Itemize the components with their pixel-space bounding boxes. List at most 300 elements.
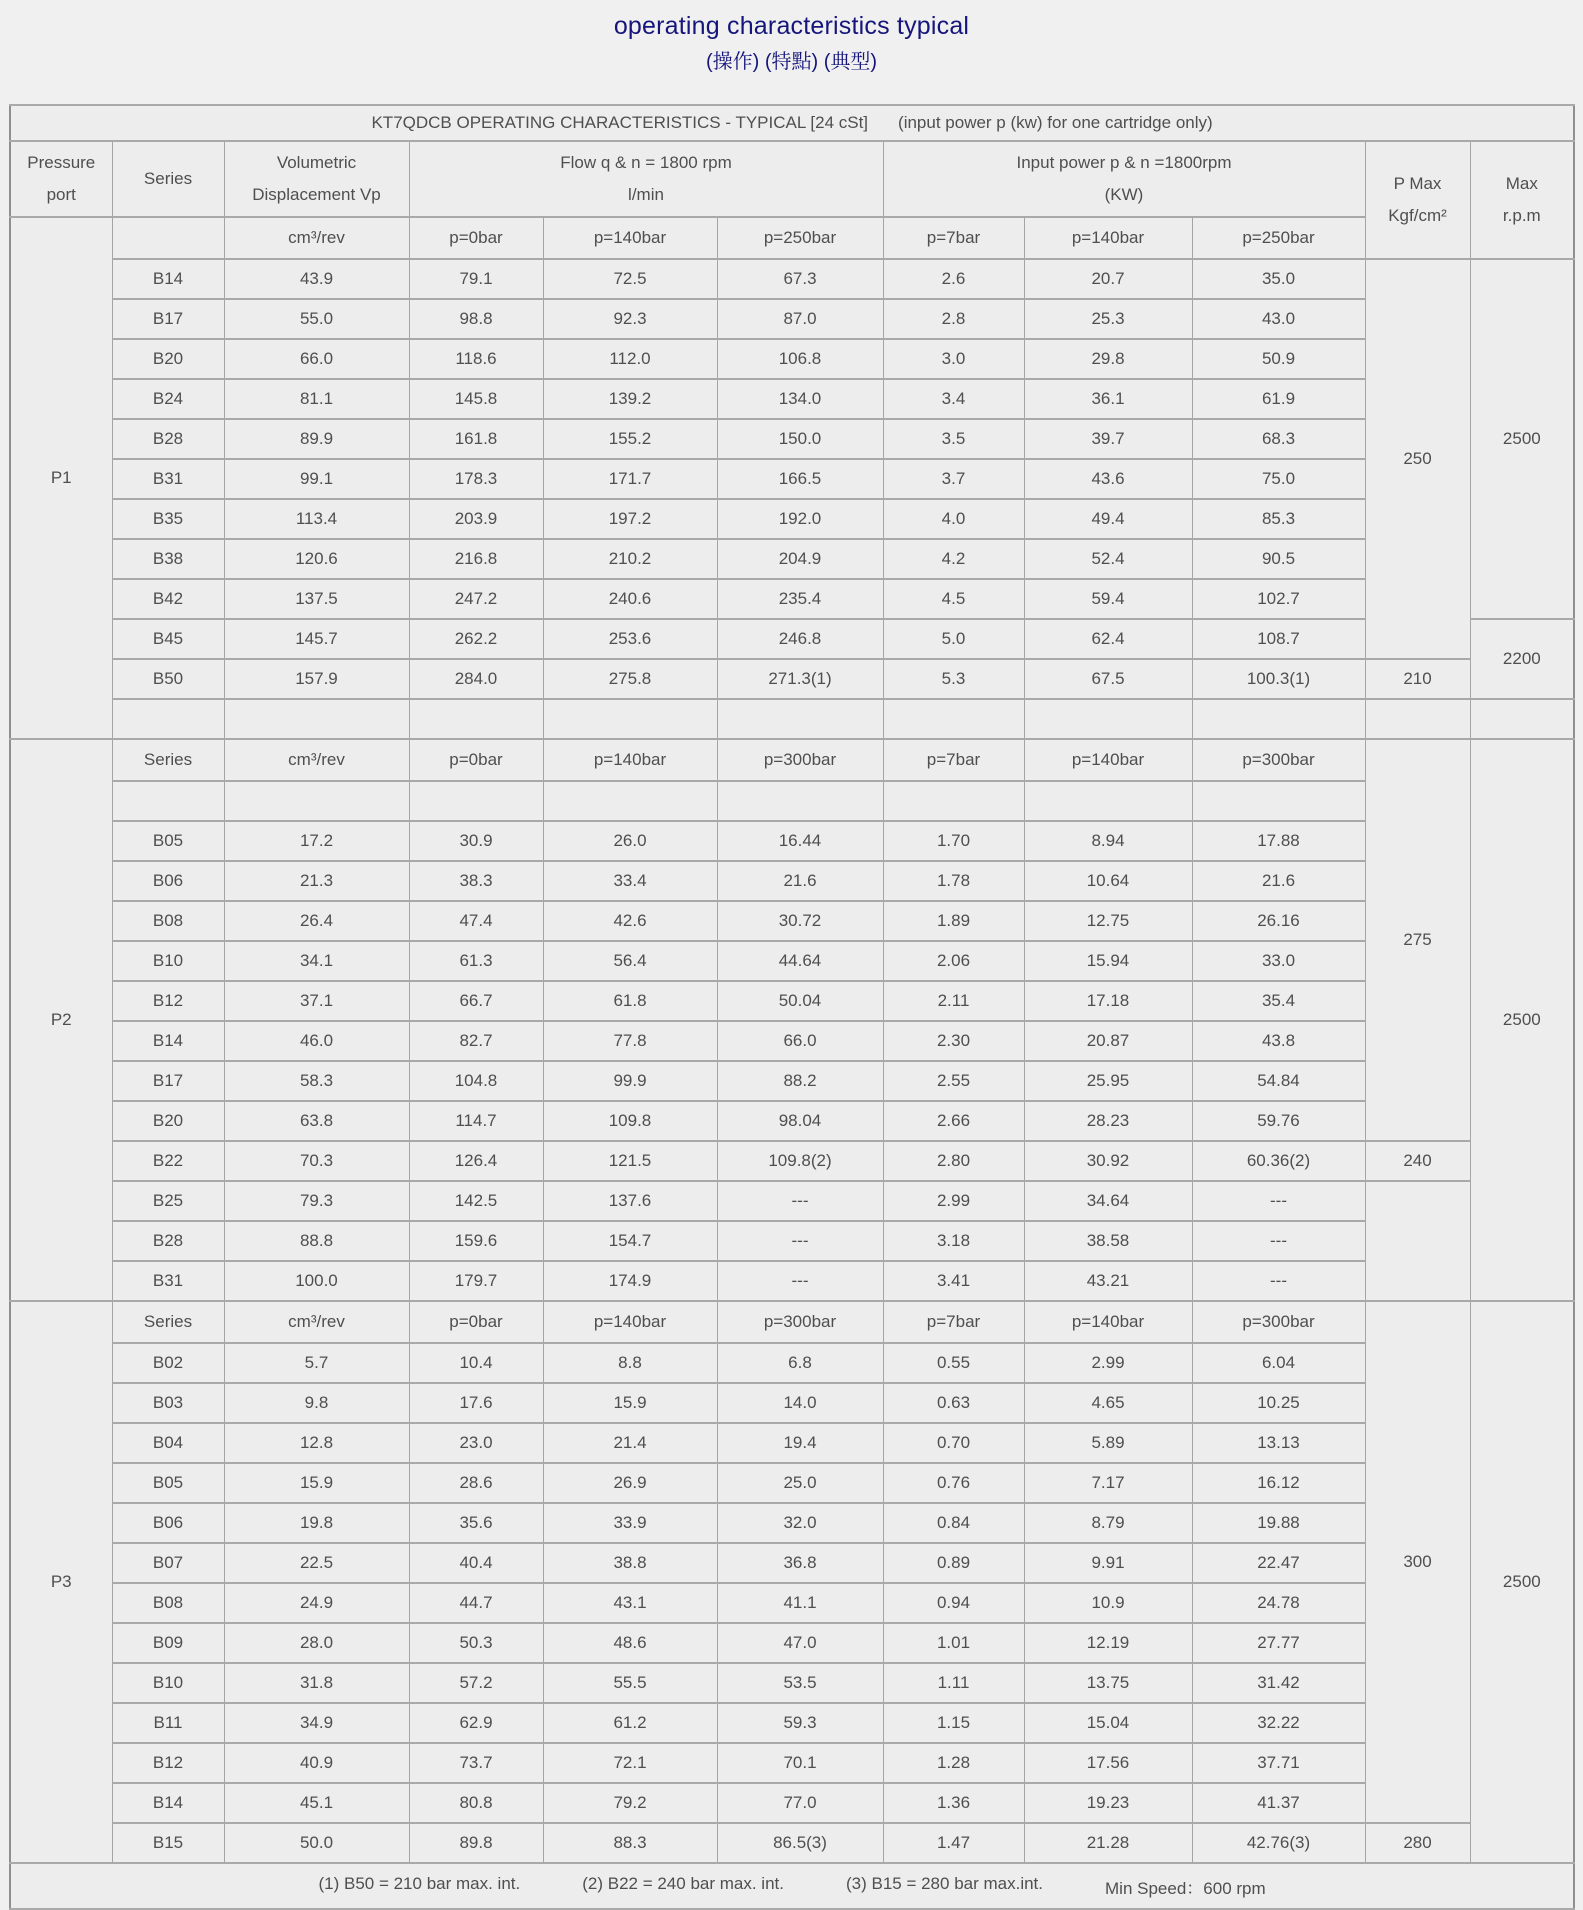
- empty-cell: [1192, 781, 1365, 821]
- value-cell: ---: [1192, 1261, 1365, 1301]
- value-cell: 10.25: [1192, 1383, 1365, 1423]
- value-cell: 2.66: [883, 1101, 1024, 1141]
- value-cell: 174.9: [543, 1261, 717, 1301]
- value-cell: 99.1: [224, 459, 409, 499]
- value-cell: 60.36(2): [1192, 1141, 1365, 1181]
- value-cell: 0.70: [883, 1423, 1024, 1463]
- value-cell: 10.64: [1024, 861, 1192, 901]
- value-cell: 41.1: [717, 1583, 883, 1623]
- value-cell: 15.94: [1024, 941, 1192, 981]
- subheader-cell: p=0bar: [409, 217, 543, 259]
- value-cell: 90.5: [1192, 539, 1365, 579]
- value-cell: 28.0: [224, 1623, 409, 1663]
- value-cell: 15.04: [1024, 1703, 1192, 1743]
- value-cell: 284.0: [409, 659, 543, 699]
- value-cell: 210.2: [543, 539, 717, 579]
- value-cell: 100.0: [224, 1261, 409, 1301]
- value-cell: 43.6: [1024, 459, 1192, 499]
- value-cell: 58.3: [224, 1061, 409, 1101]
- value-cell: 154.7: [543, 1221, 717, 1261]
- value-cell: 82.7: [409, 1021, 543, 1061]
- series-cell: B04: [112, 1423, 224, 1463]
- value-cell: 0.89: [883, 1543, 1024, 1583]
- value-cell: 31.42: [1192, 1663, 1365, 1703]
- value-cell: 42.6: [543, 901, 717, 941]
- value-cell: ---: [1192, 1181, 1365, 1221]
- value-cell: 5.7: [224, 1343, 409, 1383]
- value-cell: 112.0: [543, 339, 717, 379]
- value-cell: 235.4: [717, 579, 883, 619]
- value-cell: 32.22: [1192, 1703, 1365, 1743]
- series-cell: B35: [112, 499, 224, 539]
- value-cell: 19.88: [1192, 1503, 1365, 1543]
- subheader-cell: p=140bar: [543, 1301, 717, 1343]
- value-cell: 92.3: [543, 299, 717, 339]
- value-cell: 145.7: [224, 619, 409, 659]
- value-cell: 1.01: [883, 1623, 1024, 1663]
- value-cell: 21.4: [543, 1423, 717, 1463]
- value-cell: 17.6: [409, 1383, 543, 1423]
- series-cell: B17: [112, 1061, 224, 1101]
- value-cell: 12.8: [224, 1423, 409, 1463]
- value-cell: ---: [717, 1221, 883, 1261]
- value-cell: 72.1: [543, 1743, 717, 1783]
- series-cell: B12: [112, 1743, 224, 1783]
- series-cell: B08: [112, 901, 224, 941]
- value-cell: 246.8: [717, 619, 883, 659]
- series-cell: B05: [112, 1463, 224, 1503]
- subheader-cell: p=7bar: [883, 739, 1024, 781]
- value-cell: 70.3: [224, 1141, 409, 1181]
- value-cell: 37.71: [1192, 1743, 1365, 1783]
- subheader-cell: p=140bar: [543, 217, 717, 259]
- value-cell: 66.0: [224, 339, 409, 379]
- value-cell: 34.64: [1024, 1181, 1192, 1221]
- value-cell: 2.55: [883, 1061, 1024, 1101]
- empty-cell: [1024, 699, 1192, 739]
- series-cell: [112, 699, 224, 739]
- empty-cell: [543, 699, 717, 739]
- value-cell: 47.4: [409, 901, 543, 941]
- value-cell: 6.8: [717, 1343, 883, 1383]
- value-cell: 33.4: [543, 861, 717, 901]
- value-cell: 197.2: [543, 499, 717, 539]
- value-cell: 1.28: [883, 1743, 1024, 1783]
- value-cell: 24.9: [224, 1583, 409, 1623]
- value-cell: 50.0: [224, 1823, 409, 1863]
- value-cell: 20.7: [1024, 259, 1192, 299]
- series-cell: B31: [112, 1261, 224, 1301]
- footnote-3: (3) B15 = 280 bar max.int.: [845, 1873, 1044, 1893]
- value-cell: 20.87: [1024, 1021, 1192, 1061]
- series-cell: B31: [112, 459, 224, 499]
- value-cell: 17.88: [1192, 821, 1365, 861]
- series-cell: B20: [112, 1101, 224, 1141]
- value-cell: 66.7: [409, 981, 543, 1021]
- value-cell: 145.8: [409, 379, 543, 419]
- series-cell: B28: [112, 419, 224, 459]
- value-cell: 98.8: [409, 299, 543, 339]
- series-cell: B09: [112, 1623, 224, 1663]
- series-cell: B14: [112, 259, 224, 299]
- value-cell: 2.99: [1024, 1343, 1192, 1383]
- value-cell: 139.2: [543, 379, 717, 419]
- value-cell: 10.9: [1024, 1583, 1192, 1623]
- value-cell: 29.8: [1024, 339, 1192, 379]
- subheader-cell: p=300bar: [717, 739, 883, 781]
- series-cell: B45: [112, 619, 224, 659]
- series-cell: B42: [112, 579, 224, 619]
- value-cell: 85.3: [1192, 499, 1365, 539]
- value-cell: 7.17: [1024, 1463, 1192, 1503]
- value-cell: 98.04: [717, 1101, 883, 1141]
- value-cell: 48.6: [543, 1623, 717, 1663]
- empty-cell: [224, 699, 409, 739]
- value-cell: 43.1: [543, 1583, 717, 1623]
- empty-cell: [1192, 699, 1365, 739]
- value-cell: 106.8: [717, 339, 883, 379]
- value-cell: 26.9: [543, 1463, 717, 1503]
- series-cell: B14: [112, 1783, 224, 1823]
- value-cell: 0.84: [883, 1503, 1024, 1543]
- value-cell: 62.9: [409, 1703, 543, 1743]
- value-cell: 36.1: [1024, 379, 1192, 419]
- header-pressure-port: Pressure port: [10, 141, 112, 217]
- value-cell: 28.6: [409, 1463, 543, 1503]
- value-cell: 67.3: [717, 259, 883, 299]
- value-cell: 5.0: [883, 619, 1024, 659]
- value-cell: 19.4: [717, 1423, 883, 1463]
- value-cell: 134.0: [717, 379, 883, 419]
- value-cell: 126.4: [409, 1141, 543, 1181]
- value-cell: 87.0: [717, 299, 883, 339]
- empty-cell: [883, 781, 1024, 821]
- value-cell: 30.9: [409, 821, 543, 861]
- value-cell: 204.9: [717, 539, 883, 579]
- series-cell: B08: [112, 1583, 224, 1623]
- value-cell: 121.5: [543, 1141, 717, 1181]
- rpm-cell: 2200: [1470, 619, 1574, 699]
- series-cell: B06: [112, 861, 224, 901]
- value-cell: 1.47: [883, 1823, 1024, 1863]
- value-cell: 50.3: [409, 1623, 543, 1663]
- value-cell: 9.8: [224, 1383, 409, 1423]
- value-cell: 12.75: [1024, 901, 1192, 941]
- value-cell: 59.3: [717, 1703, 883, 1743]
- value-cell: 155.2: [543, 419, 717, 459]
- value-cell: 150.0: [717, 419, 883, 459]
- p-max-cell: 210: [1365, 659, 1470, 699]
- value-cell: 166.5: [717, 459, 883, 499]
- empty-cell: [717, 699, 883, 739]
- value-cell: 2.80: [883, 1141, 1024, 1181]
- value-cell: 43.9: [224, 259, 409, 299]
- value-cell: 43.8: [1192, 1021, 1365, 1061]
- series-cell: B02: [112, 1343, 224, 1383]
- p-max-cell: 275: [1365, 739, 1470, 1141]
- series-cell: B12: [112, 981, 224, 1021]
- subheader-cell: cm³/rev: [224, 217, 409, 259]
- value-cell: 3.7: [883, 459, 1024, 499]
- header-max-rpm: Max r.p.m: [1470, 141, 1574, 259]
- value-cell: 3.41: [883, 1261, 1024, 1301]
- value-cell: 34.9: [224, 1703, 409, 1743]
- value-cell: 72.5: [543, 259, 717, 299]
- value-cell: 68.3: [1192, 419, 1365, 459]
- series-cell: B07: [112, 1543, 224, 1583]
- value-cell: 5.89: [1024, 1423, 1192, 1463]
- subheader-cell: p=300bar: [1192, 739, 1365, 781]
- value-cell: 137.5: [224, 579, 409, 619]
- value-cell: 89.9: [224, 419, 409, 459]
- value-cell: 77.8: [543, 1021, 717, 1061]
- subheader-cell: cm³/rev: [224, 739, 409, 781]
- value-cell: 35.6: [409, 1503, 543, 1543]
- value-cell: 15.9: [224, 1463, 409, 1503]
- page-title-en: operating characteristics typical: [613, 12, 970, 40]
- value-cell: 2.8: [883, 299, 1024, 339]
- series-cell: B06: [112, 1503, 224, 1543]
- series-cell: [112, 781, 224, 821]
- value-cell: 34.1: [224, 941, 409, 981]
- value-cell: 16.12: [1192, 1463, 1365, 1503]
- value-cell: 38.8: [543, 1543, 717, 1583]
- series-cell: B11: [112, 1703, 224, 1743]
- subheader-cell: p=140bar: [1024, 739, 1192, 781]
- value-cell: 4.2: [883, 539, 1024, 579]
- value-cell: 73.7: [409, 1743, 543, 1783]
- value-cell: 120.6: [224, 539, 409, 579]
- value-cell: 88.8: [224, 1221, 409, 1261]
- value-cell: 247.2: [409, 579, 543, 619]
- subheader-cell: p=7bar: [883, 217, 1024, 259]
- value-cell: 157.9: [224, 659, 409, 699]
- header-p-max: P Max Kgf/cm²: [1365, 141, 1470, 259]
- value-cell: 55.5: [543, 1663, 717, 1703]
- header-volumetric-displacement: Volumetric Displacement Vp: [224, 141, 409, 217]
- value-cell: 15.9: [543, 1383, 717, 1423]
- value-cell: 54.84: [1192, 1061, 1365, 1101]
- value-cell: 59.4: [1024, 579, 1192, 619]
- value-cell: 271.3(1): [717, 659, 883, 699]
- subheader-cell: p=140bar: [1024, 1301, 1192, 1343]
- value-cell: 159.6: [409, 1221, 543, 1261]
- value-cell: 43.0: [1192, 299, 1365, 339]
- value-cell: 3.5: [883, 419, 1024, 459]
- value-cell: 63.8: [224, 1101, 409, 1141]
- value-cell: 179.7: [409, 1261, 543, 1301]
- value-cell: 61.8: [543, 981, 717, 1021]
- value-cell: 16.44: [717, 821, 883, 861]
- series-cell: B10: [112, 1663, 224, 1703]
- value-cell: 99.9: [543, 1061, 717, 1101]
- value-cell: 142.5: [409, 1181, 543, 1221]
- value-cell: 21.6: [1192, 861, 1365, 901]
- value-cell: 102.7: [1192, 579, 1365, 619]
- value-cell: 161.8: [409, 419, 543, 459]
- footnote-1: (1) B50 = 210 bar max. int.: [318, 1873, 521, 1893]
- rpm-cell: 2500: [1470, 1301, 1574, 1863]
- value-cell: 2.06: [883, 941, 1024, 981]
- series-cell: B20: [112, 339, 224, 379]
- value-cell: 109.8(2): [717, 1141, 883, 1181]
- value-cell: 75.0: [1192, 459, 1365, 499]
- series-cell: B28: [112, 1221, 224, 1261]
- value-cell: 13.13: [1192, 1423, 1365, 1463]
- empty-cell: [224, 781, 409, 821]
- value-cell: 14.0: [717, 1383, 883, 1423]
- subheader-cell: p=250bar: [1192, 217, 1365, 259]
- value-cell: 3.18: [883, 1221, 1024, 1261]
- p-max-cell: 240: [1365, 1141, 1470, 1181]
- value-cell: 17.2: [224, 821, 409, 861]
- value-cell: 61.3: [409, 941, 543, 981]
- p-max-cell: 280: [1365, 1823, 1470, 1863]
- value-cell: 89.8: [409, 1823, 543, 1863]
- value-cell: 55.0: [224, 299, 409, 339]
- value-cell: 22.47: [1192, 1543, 1365, 1583]
- value-cell: 38.58: [1024, 1221, 1192, 1261]
- value-cell: 70.1: [717, 1743, 883, 1783]
- subheader-cell: p=300bar: [1192, 1301, 1365, 1343]
- series-cell: B03: [112, 1383, 224, 1423]
- empty-cell: [717, 781, 883, 821]
- value-cell: 37.1: [224, 981, 409, 1021]
- empty-cell: [543, 781, 717, 821]
- port-cell-p2: P2: [10, 739, 112, 1301]
- subheader-cell: p=250bar: [717, 217, 883, 259]
- value-cell: ---: [1192, 1221, 1365, 1261]
- table-title-note: (input power p (kw) for one cartridge only): [898, 113, 1213, 132]
- value-cell: 45.1: [224, 1783, 409, 1823]
- value-cell: 8.8: [543, 1343, 717, 1383]
- value-cell: 2.30: [883, 1021, 1024, 1061]
- value-cell: 3.0: [883, 339, 1024, 379]
- value-cell: 40.9: [224, 1743, 409, 1783]
- value-cell: 137.6: [543, 1181, 717, 1221]
- header-series: Series: [112, 141, 224, 217]
- table-title: [10, 105, 1574, 141]
- value-cell: 4.0: [883, 499, 1024, 539]
- value-cell: 21.28: [1024, 1823, 1192, 1863]
- value-cell: 66.0: [717, 1021, 883, 1061]
- value-cell: 19.8: [224, 1503, 409, 1543]
- value-cell: 35.4: [1192, 981, 1365, 1021]
- value-cell: ---: [717, 1261, 883, 1301]
- value-cell: 50.04: [717, 981, 883, 1021]
- value-cell: 1.15: [883, 1703, 1024, 1743]
- value-cell: 216.8: [409, 539, 543, 579]
- value-cell: 27.77: [1192, 1623, 1365, 1663]
- empty-cell: [883, 699, 1024, 739]
- empty-cell: [409, 699, 543, 739]
- value-cell: 26.16: [1192, 901, 1365, 941]
- value-cell: 1.11: [883, 1663, 1024, 1703]
- header-input-power: Input power p & n =1800rpm (KW): [883, 141, 1365, 217]
- value-cell: 0.76: [883, 1463, 1024, 1503]
- p-max-cell: 300: [1365, 1301, 1470, 1823]
- value-cell: 43.21: [1024, 1261, 1192, 1301]
- value-cell: 178.3: [409, 459, 543, 499]
- value-cell: 88.3: [543, 1823, 717, 1863]
- value-cell: 56.4: [543, 941, 717, 981]
- series-cell: B10: [112, 941, 224, 981]
- value-cell: 10.4: [409, 1343, 543, 1383]
- value-cell: 25.3: [1024, 299, 1192, 339]
- value-cell: 30.92: [1024, 1141, 1192, 1181]
- value-cell: 28.23: [1024, 1101, 1192, 1141]
- series-cell: B50: [112, 659, 224, 699]
- subheader-cell: p=140bar: [1024, 217, 1192, 259]
- subheader-cell: cm³/rev: [224, 1301, 409, 1343]
- value-cell: 47.0: [717, 1623, 883, 1663]
- empty-cell: [409, 781, 543, 821]
- value-cell: 114.7: [409, 1101, 543, 1141]
- value-cell: 192.0: [717, 499, 883, 539]
- value-cell: 81.1: [224, 379, 409, 419]
- value-cell: 46.0: [224, 1021, 409, 1061]
- value-cell: 5.3: [883, 659, 1024, 699]
- value-cell: 38.3: [409, 861, 543, 901]
- series-cell: B38: [112, 539, 224, 579]
- value-cell: 1.36: [883, 1783, 1024, 1823]
- value-cell: 203.9: [409, 499, 543, 539]
- table-footnotes: [10, 1863, 1574, 1909]
- value-cell: 44.7: [409, 1583, 543, 1623]
- value-cell: 104.8: [409, 1061, 543, 1101]
- value-cell: 79.2: [543, 1783, 717, 1823]
- footnote-2: (2) B22 = 240 bar max. int.: [582, 1873, 784, 1893]
- series-cell: B15: [112, 1823, 224, 1863]
- value-cell: 0.94: [883, 1583, 1024, 1623]
- subheader-cell: p=0bar: [409, 1301, 543, 1343]
- value-cell: 8.79: [1024, 1503, 1192, 1543]
- page-title-zh: (操作) (特點) (典型): [705, 51, 878, 73]
- value-cell: 39.7: [1024, 419, 1192, 459]
- rpm-cell: 2500: [1470, 739, 1574, 1301]
- value-cell: 33.0: [1192, 941, 1365, 981]
- value-cell: 17.18: [1024, 981, 1192, 1021]
- value-cell: 12.19: [1024, 1623, 1192, 1663]
- subheader-cell: p=300bar: [717, 1301, 883, 1343]
- value-cell: 17.56: [1024, 1743, 1192, 1783]
- value-cell: 3.4: [883, 379, 1024, 419]
- value-cell: 61.2: [543, 1703, 717, 1743]
- value-cell: 42.76(3): [1192, 1823, 1365, 1863]
- value-cell: 0.63: [883, 1383, 1024, 1423]
- value-cell: 9.91: [1024, 1543, 1192, 1583]
- value-cell: 88.2: [717, 1061, 883, 1101]
- series-cell: B24: [112, 379, 224, 419]
- value-cell: 25.0: [717, 1463, 883, 1503]
- value-cell: 1.70: [883, 821, 1024, 861]
- p-max-cell: 250: [1365, 259, 1470, 659]
- value-cell: 118.6: [409, 339, 543, 379]
- series-cell: B05: [112, 821, 224, 861]
- value-cell: 4.5: [883, 579, 1024, 619]
- value-cell: 1.89: [883, 901, 1024, 941]
- value-cell: 171.7: [543, 459, 717, 499]
- value-cell: 44.64: [717, 941, 883, 981]
- value-cell: 8.94: [1024, 821, 1192, 861]
- value-cell: 22.5: [224, 1543, 409, 1583]
- value-cell: 2.99: [883, 1181, 1024, 1221]
- value-cell: 50.9: [1192, 339, 1365, 379]
- value-cell: 80.8: [409, 1783, 543, 1823]
- value-cell: 13.75: [1024, 1663, 1192, 1703]
- port-cell-p3: P3: [10, 1301, 112, 1863]
- value-cell: 0.55: [883, 1343, 1024, 1383]
